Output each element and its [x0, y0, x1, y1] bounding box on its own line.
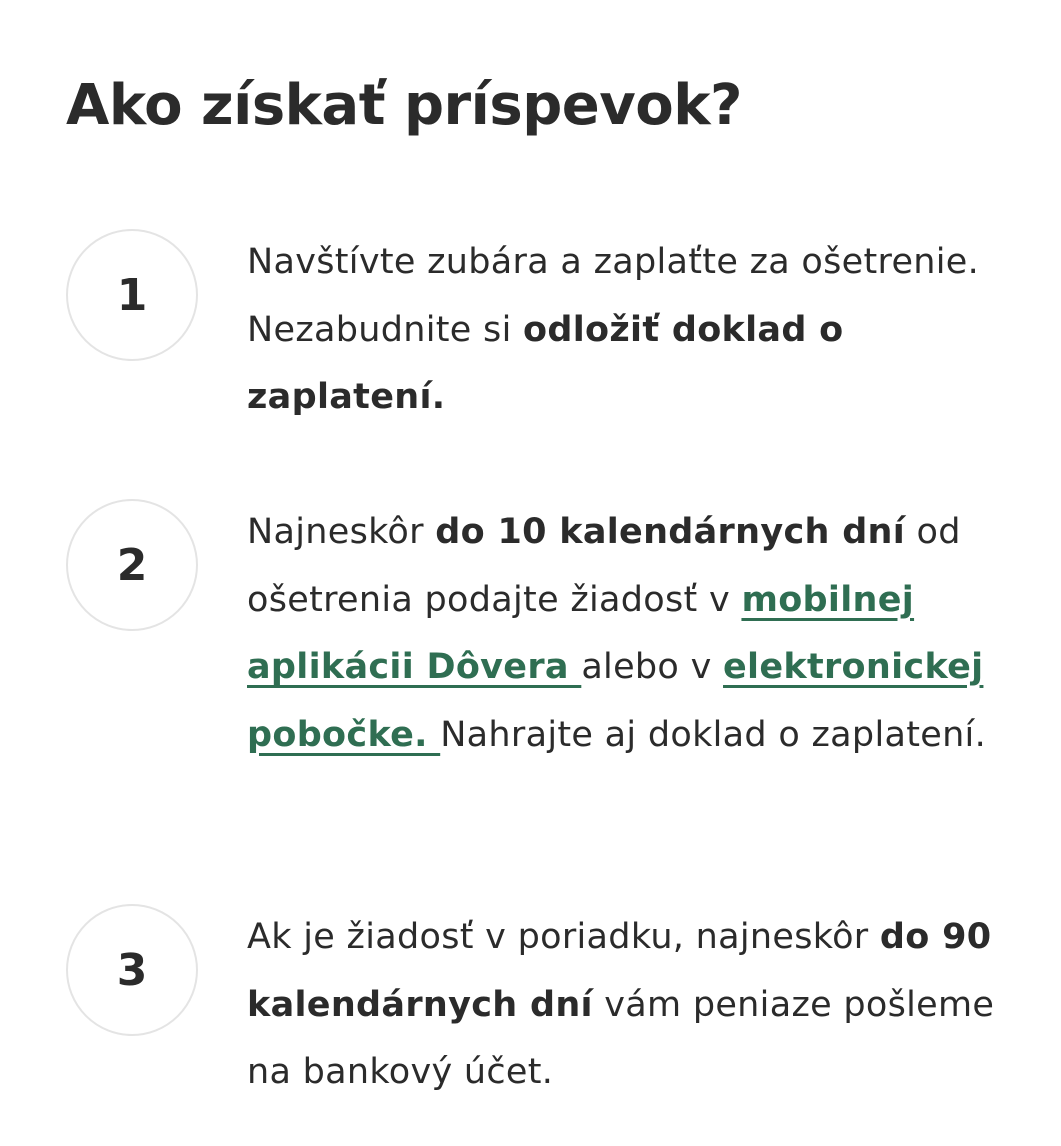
step-text-bold: do 90 kalendárnych dní	[247, 917, 992, 1025]
step-text-part: Ak je žiadosť v poriadku, najneskôr	[247, 917, 880, 957]
section-title: Ako získať príspevok?	[66, 73, 742, 138]
step-text-part: alebo v	[581, 647, 724, 687]
step-text-part: Najneskôr	[247, 512, 436, 552]
step-text	[247, 904, 1002, 1107]
step-text-part: Nahrajte aj doklad o zaplatení.	[440, 714, 987, 755]
mobile-app-link[interactable]: mobilnej aplikácii Dôvera	[247, 579, 915, 687]
step-number-badge: 1	[66, 229, 198, 361]
step-number-badge: 2	[66, 499, 198, 631]
step-text-part: od ošetrenia podajte žiadosť v	[247, 512, 961, 620]
step-text-bold: odložiť doklad o zaplatení.	[247, 309, 844, 417]
step-text-bold: do 10 kalendárnych dní	[435, 512, 906, 552]
step-text-part: vám peniaze pošleme na bankový účet.	[247, 984, 995, 1092]
step-text-part: Navštívte zubára a zaplaťte za ošetrenie. Nezabudnite si	[247, 242, 980, 350]
electronic-branch-link[interactable]: elektronickej pobočke.	[247, 647, 984, 755]
step-number-badge: 3	[66, 904, 198, 1036]
step-text	[247, 499, 1002, 769]
step-text	[247, 229, 1002, 432]
